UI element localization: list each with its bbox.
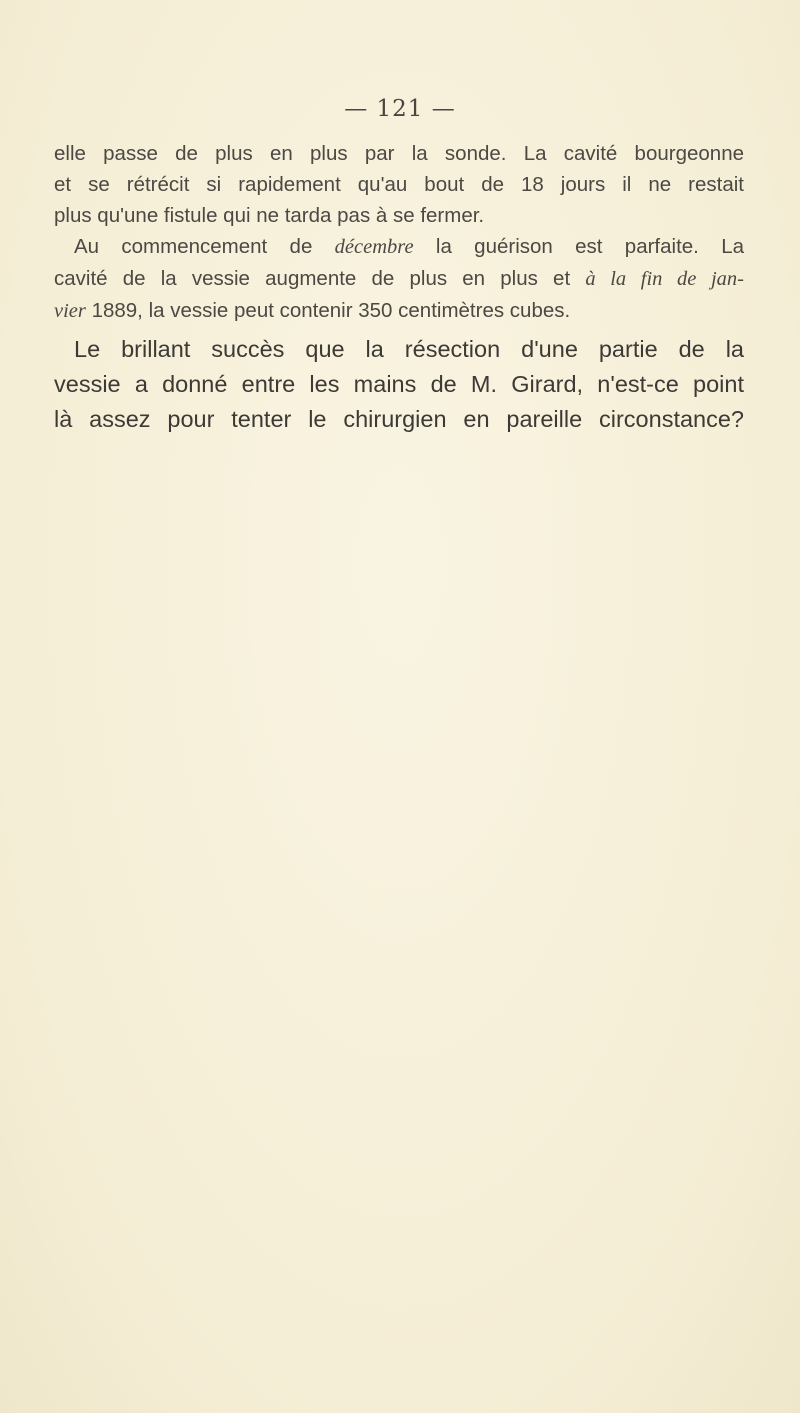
paragraph-1 — [54, 138, 744, 231]
text-run: la guérison est parfaite. La — [413, 235, 745, 258]
paragraph-1-line-3: plus qu'une fistule qui ne tarda pas à se fermer. — [54, 204, 485, 227]
paragraph-3-line-1: Le brillant succès que la résection d'une partie de la — [74, 336, 744, 362]
italic-date: vier — [54, 300, 86, 322]
italic-date: décembre — [334, 236, 414, 258]
paragraph-3-line-2: vessie a donné entre les mains de M. Girard, n'est-ce point — [54, 371, 744, 397]
page-number: — 121 — — [344, 96, 456, 122]
paragraph-1-line-2: et se rétrécit si rapidement qu'au bout de 18 jours il ne restait — [54, 173, 744, 196]
paragraph-2-line-1 — [54, 231, 744, 263]
text-run: 1889, la vessie peut contenir 350 centimètres cubes. — [85, 299, 571, 322]
text-run: Au commencement de — [74, 235, 335, 258]
text-run: cavité de la vessie augmente de plus en plus et — [54, 267, 586, 290]
paragraph-2 — [54, 231, 744, 327]
paragraph-3 — [54, 332, 744, 437]
paragraph-2-line-2 — [54, 263, 744, 295]
paragraph-3-line-3: là assez pour tenter le chirurgien en pareille circonstance? — [54, 406, 744, 432]
italic-date: à la fin de jan- — [585, 268, 744, 290]
paragraph-2-line-3 — [54, 295, 744, 327]
paragraph-1-line-1: elle passe de plus en plus par la sonde. La cavité bourgeonne — [54, 142, 744, 165]
